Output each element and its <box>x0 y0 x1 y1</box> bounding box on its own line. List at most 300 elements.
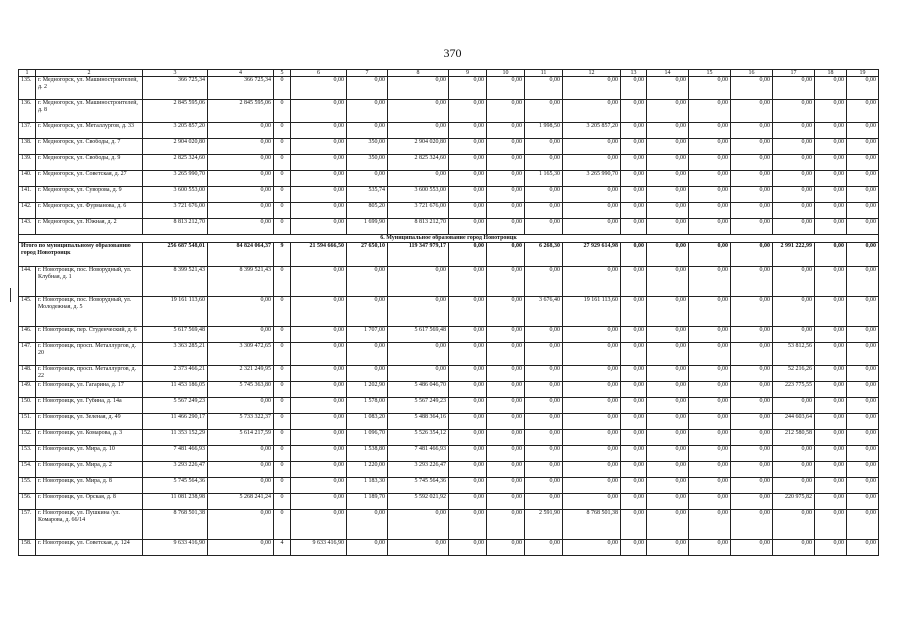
column-number-cell: 14 <box>647 70 689 77</box>
value-cell: 0,00 <box>347 510 388 540</box>
value-cell: 0,00 <box>208 398 274 414</box>
value-cell: 0,00 <box>815 267 847 297</box>
value-cell: 0,00 <box>487 139 525 155</box>
address-cell: г. Новотроицк, ул. Пушкина /ул. Комарова, д. 66/14 <box>36 510 143 540</box>
value-cell: 0,00 <box>731 430 773 446</box>
address-cell: г. Медногорск, ул. Металлургов, д. 33 <box>36 123 143 139</box>
value-cell: 0,00 <box>563 382 621 398</box>
value-cell: 0,00 <box>347 267 388 297</box>
value-cell: 0,00 <box>525 219 563 235</box>
value-cell: 2 825 324,60 <box>388 155 449 171</box>
value-cell: 0 <box>274 203 291 219</box>
value-cell: 0,00 <box>487 414 525 430</box>
value-cell: 0,00 <box>525 100 563 123</box>
column-number-cell: 13 <box>621 70 647 77</box>
value-cell: 0,00 <box>815 155 847 171</box>
table-row <box>19 327 879 343</box>
row-number-cell: 135. <box>19 77 36 100</box>
value-cell: 0,00 <box>291 343 347 366</box>
value-cell: 0,00 <box>815 366 847 382</box>
table-row <box>19 267 879 297</box>
value-cell: 0,00 <box>847 414 879 430</box>
value-cell: 0 <box>274 123 291 139</box>
value-cell: 5 617 569,48 <box>388 327 449 343</box>
table-row <box>19 494 879 510</box>
value-cell: 0,00 <box>815 77 847 100</box>
value-cell: 0,00 <box>563 366 621 382</box>
value-cell: 2 591,90 <box>525 510 563 540</box>
value-cell: 0,00 <box>291 494 347 510</box>
value-cell: 0,00 <box>208 540 274 556</box>
value-cell: 0,00 <box>847 478 879 494</box>
value-cell: 0,00 <box>563 100 621 123</box>
value-cell: 0,00 <box>487 446 525 462</box>
row-number-cell: 149. <box>19 382 36 398</box>
total-value-cell: 27 929 614,98 <box>563 243 621 267</box>
value-cell: 0,00 <box>487 398 525 414</box>
table-row <box>19 77 879 100</box>
total-value-cell: 6 268,30 <box>525 243 563 267</box>
value-cell: 0,00 <box>689 430 731 446</box>
value-cell: 0,00 <box>621 414 647 430</box>
value-cell: 0,00 <box>347 540 388 556</box>
value-cell: 0,00 <box>291 77 347 100</box>
value-cell: 3 205 857,20 <box>143 123 208 139</box>
row-number-cell: 156. <box>19 494 36 510</box>
value-cell: 0,00 <box>689 327 731 343</box>
address-cell: г. Новотроицк, ул. Мира, д. 10 <box>36 446 143 462</box>
value-cell: 0,00 <box>689 510 731 540</box>
value-cell: 0,00 <box>731 414 773 430</box>
value-cell: 0,00 <box>621 267 647 297</box>
value-cell: 0,00 <box>449 430 487 446</box>
row-number-cell: 146. <box>19 327 36 343</box>
value-cell: 5 745 564,36 <box>388 478 449 494</box>
value-cell: 0,00 <box>449 494 487 510</box>
value-cell: 0,00 <box>487 267 525 297</box>
value-cell: 350,00 <box>347 139 388 155</box>
value-cell: 0,00 <box>291 462 347 478</box>
value-cell: 0,00 <box>621 366 647 382</box>
value-cell: 3 309 472,65 <box>208 343 274 366</box>
value-cell: 0,00 <box>689 187 731 203</box>
value-cell: 0 <box>274 366 291 382</box>
value-cell: 0,00 <box>388 267 449 297</box>
value-cell: 11 353 152,29 <box>143 430 208 446</box>
value-cell: 0,00 <box>647 100 689 123</box>
value-cell: 0,00 <box>815 462 847 478</box>
address-cell: г. Новотроицк, пер. Студенческий, д. 6 <box>36 327 143 343</box>
value-cell: 0,00 <box>291 139 347 155</box>
address-cell: г. Медногорск, ул. Советская, д. 27 <box>36 171 143 187</box>
value-cell: 0,00 <box>847 171 879 187</box>
value-cell: 0,00 <box>621 139 647 155</box>
value-cell: 0,00 <box>621 494 647 510</box>
value-cell: 2 904 020,80 <box>143 139 208 155</box>
value-cell: 0,00 <box>347 343 388 366</box>
value-cell: 0,00 <box>563 446 621 462</box>
value-cell: 0,00 <box>847 366 879 382</box>
value-cell: 0,00 <box>563 343 621 366</box>
value-cell: 0,00 <box>487 187 525 203</box>
value-cell: 0,00 <box>621 430 647 446</box>
value-cell: 0,00 <box>689 382 731 398</box>
value-cell: 0,00 <box>689 494 731 510</box>
value-cell: 8 813 212,70 <box>143 219 208 235</box>
value-cell: 0,00 <box>647 478 689 494</box>
value-cell: 0,00 <box>773 446 815 462</box>
value-cell: 0 <box>274 327 291 343</box>
value-cell: 0,00 <box>847 462 879 478</box>
value-cell: 0,00 <box>815 343 847 366</box>
value-cell: 0,00 <box>563 327 621 343</box>
value-cell: 0,00 <box>291 219 347 235</box>
value-cell: 0,00 <box>773 171 815 187</box>
value-cell: 0,00 <box>449 540 487 556</box>
value-cell: 0,00 <box>563 203 621 219</box>
value-cell: 0,00 <box>487 297 525 327</box>
value-cell: 0,00 <box>487 343 525 366</box>
value-cell: 0,00 <box>773 540 815 556</box>
value-cell: 0,00 <box>773 77 815 100</box>
value-cell: 0,00 <box>773 219 815 235</box>
value-cell: 0,00 <box>621 219 647 235</box>
page-number: 370 <box>443 46 462 60</box>
value-cell: 0,00 <box>815 100 847 123</box>
value-cell: 0,00 <box>449 100 487 123</box>
column-number-cell: 10 <box>487 70 525 77</box>
value-cell: 0,00 <box>773 398 815 414</box>
value-cell: 0,00 <box>449 155 487 171</box>
total-value-cell: 0,00 <box>487 243 525 267</box>
value-cell: 0,00 <box>291 398 347 414</box>
value-cell: 0,00 <box>449 343 487 366</box>
value-cell: 0,00 <box>388 297 449 327</box>
row-number-cell: 142. <box>19 203 36 219</box>
value-cell: 0,00 <box>847 510 879 540</box>
value-cell: 0,00 <box>388 100 449 123</box>
value-cell: 0,00 <box>731 171 773 187</box>
value-cell: 0,00 <box>815 219 847 235</box>
address-cell: г. Медногорск, ул. Свободы, д. 9 <box>36 155 143 171</box>
value-cell: 0,00 <box>847 540 879 556</box>
address-cell: г. Новотроицк, ул. Мира, д. 2 <box>36 462 143 478</box>
column-number-cell: 1 <box>19 70 36 77</box>
value-cell: 0 <box>274 100 291 123</box>
value-cell: 0,00 <box>647 382 689 398</box>
value-cell: 0,00 <box>847 100 879 123</box>
value-cell: 0,00 <box>647 77 689 100</box>
value-cell: 0,00 <box>291 414 347 430</box>
value-cell: 2 321 249,95 <box>208 366 274 382</box>
value-cell: 0,00 <box>621 187 647 203</box>
value-cell: 0,00 <box>449 398 487 414</box>
value-cell: 19 161 113,60 <box>143 297 208 327</box>
value-cell: 0,00 <box>731 398 773 414</box>
value-cell: 0,00 <box>815 478 847 494</box>
value-cell: 0,00 <box>815 171 847 187</box>
value-cell: 0,00 <box>525 155 563 171</box>
column-number-cell: 5 <box>274 70 291 77</box>
value-cell: 0,00 <box>208 478 274 494</box>
value-cell: 0,00 <box>525 187 563 203</box>
row-number-cell: 157. <box>19 510 36 540</box>
value-cell: 0 <box>274 414 291 430</box>
value-cell: 3 363 285,21 <box>143 343 208 366</box>
value-cell: 0,00 <box>847 430 879 446</box>
value-cell: 1 707,00 <box>347 327 388 343</box>
value-cell: 0,00 <box>487 510 525 540</box>
value-cell: 0,00 <box>525 462 563 478</box>
value-cell: 0,00 <box>647 203 689 219</box>
value-cell: 0,00 <box>291 155 347 171</box>
value-cell: 0,00 <box>647 366 689 382</box>
value-cell: 0,00 <box>621 171 647 187</box>
row-number-cell: 154. <box>19 462 36 478</box>
value-cell: 0,00 <box>689 297 731 327</box>
value-cell: 0,00 <box>208 187 274 203</box>
value-cell: 0,00 <box>208 139 274 155</box>
value-cell: 0,00 <box>689 446 731 462</box>
value-cell: 0,00 <box>449 478 487 494</box>
value-cell: 0,00 <box>731 327 773 343</box>
value-cell: 350,00 <box>347 155 388 171</box>
column-number-cell: 16 <box>731 70 773 77</box>
value-cell: 0,00 <box>347 100 388 123</box>
value-cell: 0,00 <box>487 100 525 123</box>
value-cell: 0,00 <box>449 139 487 155</box>
value-cell: 0,00 <box>815 297 847 327</box>
value-cell: 0,00 <box>731 540 773 556</box>
table-row <box>19 462 879 478</box>
value-cell: 0,00 <box>525 327 563 343</box>
value-cell: 0,00 <box>847 139 879 155</box>
value-cell: 2 845 595,06 <box>143 100 208 123</box>
value-cell: 0,00 <box>731 155 773 171</box>
value-cell: 0,00 <box>689 462 731 478</box>
value-cell: 2 373 466,21 <box>143 366 208 382</box>
row-number-cell: 143. <box>19 219 36 235</box>
address-cell: г. Новотроицк, просп. Металлургов, д. 22 <box>36 366 143 382</box>
value-cell: 0,00 <box>847 297 879 327</box>
value-cell: 0,00 <box>731 267 773 297</box>
value-cell: 0,00 <box>563 155 621 171</box>
row-number-cell: 153. <box>19 446 36 462</box>
value-cell: 0 <box>274 139 291 155</box>
value-cell: 0,00 <box>563 462 621 478</box>
value-cell: 0,00 <box>731 494 773 510</box>
value-cell: 220 975,82 <box>773 494 815 510</box>
value-cell: 0,00 <box>621 297 647 327</box>
value-cell: 0,00 <box>291 297 347 327</box>
value-cell: 0,00 <box>731 187 773 203</box>
total-value-cell: 0,00 <box>621 243 647 267</box>
value-cell: 0,00 <box>647 297 689 327</box>
address-cell: г. Новотроицк, ул. Орская, д. 8 <box>36 494 143 510</box>
value-cell: 0,00 <box>647 343 689 366</box>
value-cell: 0 <box>274 219 291 235</box>
row-number-cell: 139. <box>19 155 36 171</box>
value-cell: 0,00 <box>847 187 879 203</box>
row-number-cell: 151. <box>19 414 36 430</box>
value-cell: 0,00 <box>815 139 847 155</box>
value-cell: 0,00 <box>525 414 563 430</box>
value-cell: 0,00 <box>621 327 647 343</box>
value-cell: 0,00 <box>731 297 773 327</box>
value-cell: 0,00 <box>847 203 879 219</box>
value-cell: 0,00 <box>847 446 879 462</box>
value-cell: 0,00 <box>208 123 274 139</box>
value-cell: 0,00 <box>347 297 388 327</box>
value-cell: 0,00 <box>449 123 487 139</box>
value-cell: 8 768 501,38 <box>143 510 208 540</box>
value-cell: 0,00 <box>647 510 689 540</box>
value-cell: 0,00 <box>731 139 773 155</box>
value-cell: 244 603,64 <box>773 414 815 430</box>
value-cell: 0,00 <box>449 366 487 382</box>
section-title-row <box>19 235 879 243</box>
table-row <box>19 139 879 155</box>
row-number-cell: 147. <box>19 343 36 366</box>
value-cell: 1 998,50 <box>525 123 563 139</box>
value-cell: 0,00 <box>621 540 647 556</box>
value-cell: 535,74 <box>347 187 388 203</box>
value-cell: 0,00 <box>647 267 689 297</box>
value-cell: 0,00 <box>291 100 347 123</box>
value-cell: 0,00 <box>847 398 879 414</box>
value-cell: 3 721 676,00 <box>143 203 208 219</box>
value-cell: 0,00 <box>208 219 274 235</box>
total-value-cell: 21 594 666,50 <box>291 243 347 267</box>
value-cell: 0,00 <box>563 414 621 430</box>
value-cell: 0,00 <box>621 77 647 100</box>
address-cell: г. Новотроицк, ул. Гагарина, д. 17 <box>36 382 143 398</box>
value-cell: 0,00 <box>449 446 487 462</box>
value-cell: 0,00 <box>621 382 647 398</box>
value-cell: 0,00 <box>525 540 563 556</box>
address-cell: г. Новотроицк, ул. Советская, д. 124 <box>36 540 143 556</box>
value-cell: 0 <box>274 155 291 171</box>
value-cell: 0 <box>274 77 291 100</box>
value-cell: 0,00 <box>689 171 731 187</box>
value-cell: 0,00 <box>689 267 731 297</box>
value-cell: 0,00 <box>621 155 647 171</box>
total-value-cell: 2 991 222,99 <box>773 243 815 267</box>
value-cell: 1 189,70 <box>347 494 388 510</box>
column-number-cell: 18 <box>815 70 847 77</box>
table-row <box>19 155 879 171</box>
value-cell: 0,00 <box>689 540 731 556</box>
value-cell: 0,00 <box>563 430 621 446</box>
value-cell: 0,00 <box>689 123 731 139</box>
total-value-cell: 256 687 548,01 <box>143 243 208 267</box>
value-cell: 19 161 113,60 <box>563 297 621 327</box>
value-cell: 0,00 <box>731 219 773 235</box>
value-cell: 0,00 <box>449 462 487 478</box>
row-number-cell: 155. <box>19 478 36 494</box>
value-cell: 0,00 <box>815 123 847 139</box>
value-cell: 0,00 <box>449 297 487 327</box>
value-cell: 0,00 <box>847 494 879 510</box>
column-number-cell: 11 <box>525 70 563 77</box>
value-cell: 0,00 <box>347 366 388 382</box>
value-cell: 0,00 <box>449 187 487 203</box>
value-cell: 0,00 <box>487 123 525 139</box>
value-cell: 0,00 <box>689 398 731 414</box>
section-title: 6. Муниципальное образование город Новотроицк <box>19 235 879 243</box>
value-cell: 0,00 <box>689 343 731 366</box>
row-number-cell: 141. <box>19 187 36 203</box>
value-cell: 0,00 <box>487 219 525 235</box>
table-row <box>19 382 879 398</box>
table-row <box>19 510 879 540</box>
value-cell: 0,00 <box>689 366 731 382</box>
value-cell: 0,00 <box>449 219 487 235</box>
address-cell: г. Новотроицк, ул. Мира, д. 8 <box>36 478 143 494</box>
total-value-cell: 84 824 064,37 <box>208 243 274 267</box>
value-cell: 0,00 <box>647 398 689 414</box>
value-cell: 0,00 <box>815 446 847 462</box>
row-number-cell: 148. <box>19 366 36 382</box>
value-cell: 0,00 <box>208 203 274 219</box>
total-value-cell: 9 <box>274 243 291 267</box>
value-cell: 0,00 <box>291 478 347 494</box>
value-cell: 0,00 <box>563 540 621 556</box>
address-cell: г. Новотроицк, пос. Новорудный, ул. Клубная, д. 1 <box>36 267 143 297</box>
value-cell: 1 699,90 <box>347 219 388 235</box>
value-cell: 0,00 <box>847 219 879 235</box>
value-cell: 0,00 <box>847 155 879 171</box>
value-cell: 0 <box>274 297 291 327</box>
row-number-cell: 144. <box>19 267 36 297</box>
value-cell: 8 399 521,43 <box>143 267 208 297</box>
value-cell: 9 633 416,90 <box>143 540 208 556</box>
value-cell: 0,00 <box>773 187 815 203</box>
value-cell: 0,00 <box>291 382 347 398</box>
value-cell: 0,00 <box>449 267 487 297</box>
value-cell: 0,00 <box>388 366 449 382</box>
table-row <box>19 297 879 327</box>
value-cell: 0 <box>274 187 291 203</box>
value-cell: 0,00 <box>525 267 563 297</box>
value-cell: 11 453 186,05 <box>143 382 208 398</box>
value-cell: 0,00 <box>525 494 563 510</box>
address-cell: г. Медногорск, ул. Машиностроителей, д. 2 <box>36 77 143 100</box>
address-cell: г. Новотроицк, просп. Металлургов, д. 20 <box>36 343 143 366</box>
value-cell: 0,00 <box>525 139 563 155</box>
value-cell: 3 676,40 <box>525 297 563 327</box>
value-cell: 3 265 990,70 <box>143 171 208 187</box>
value-cell: 0,00 <box>773 462 815 478</box>
value-cell: 0 <box>274 398 291 414</box>
value-cell: 0,00 <box>563 219 621 235</box>
value-cell: 0,00 <box>563 139 621 155</box>
table-row <box>19 430 879 446</box>
value-cell: 0,00 <box>689 77 731 100</box>
value-cell: 8 399 521,43 <box>208 267 274 297</box>
table-row <box>19 478 879 494</box>
value-cell: 0,00 <box>487 203 525 219</box>
address-cell: г. Медногорск, ул. Фурманова, д. 6 <box>36 203 143 219</box>
value-cell: 0,00 <box>449 203 487 219</box>
value-cell: 0,00 <box>291 171 347 187</box>
value-cell: 0,00 <box>731 343 773 366</box>
value-cell: 0,00 <box>815 510 847 540</box>
row-number-cell: 138. <box>19 139 36 155</box>
value-cell: 212 580,58 <box>773 430 815 446</box>
value-cell: 0,00 <box>731 446 773 462</box>
total-value-cell: 0,00 <box>647 243 689 267</box>
